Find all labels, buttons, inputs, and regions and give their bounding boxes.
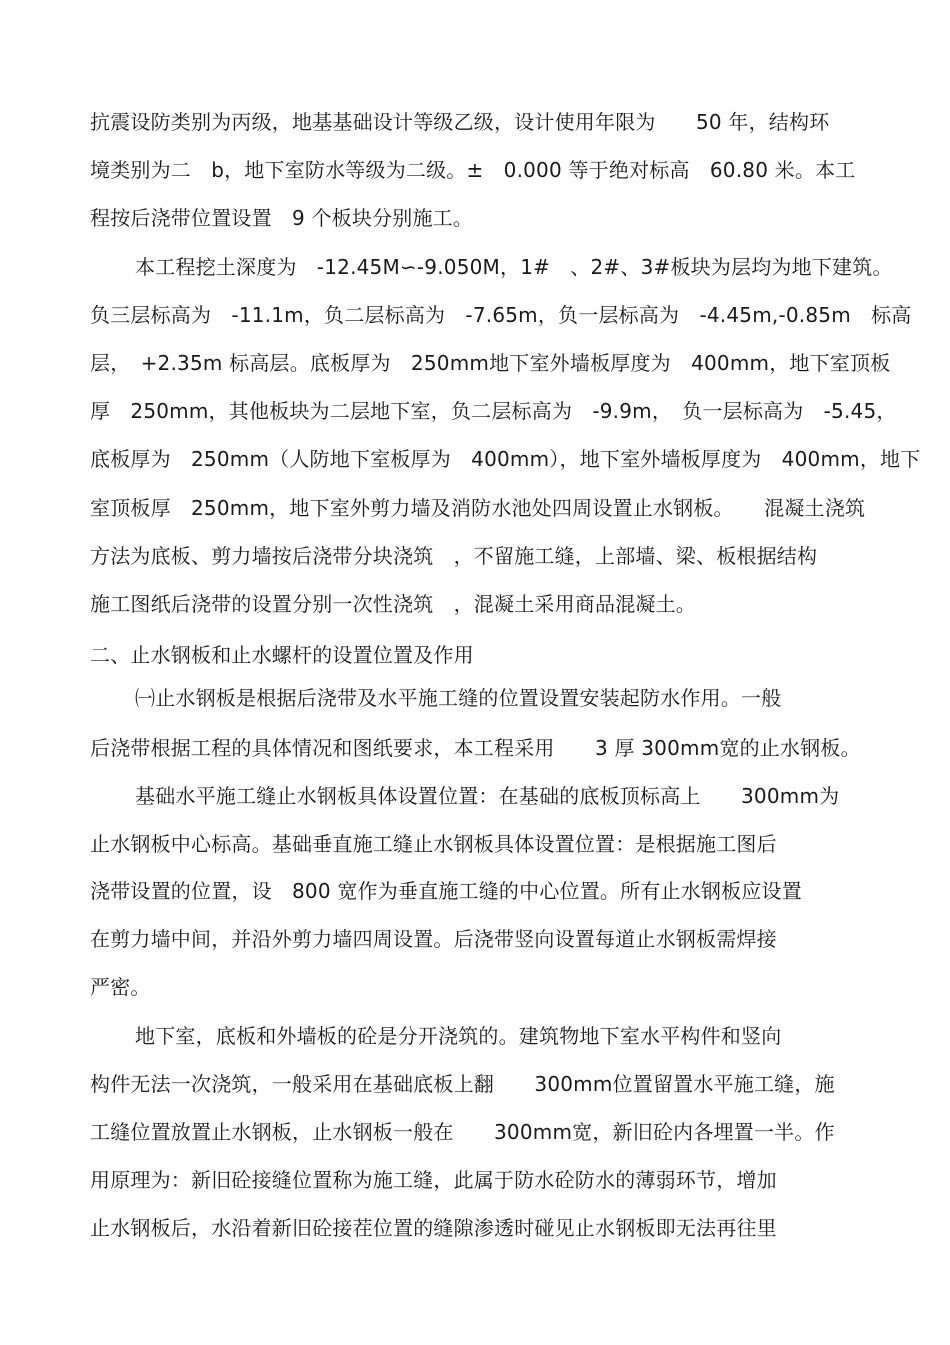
text-line-17: 浇带设置的位置，设 800 宽作为垂直施工缝的中心位置。所有止水钢板应设置 (90, 879, 802, 903)
text-line-8: 底板厚为 250mm（人防地下室板厚为 400mm），地下室外墙板厚度为 400mm，地下 (90, 447, 921, 471)
text-line-14: 后浇带根据工程的具体情况和图纸要求，本工程采用 3 厚 300mm宽的止水钢板。 (90, 736, 861, 760)
text-line-22: 工缝位置放置止水钢板，止水钢板一般在 300mm宽，新旧砼内各埋置一半。作 (90, 1120, 835, 1144)
text-line-15: 基础水平施工缝止水钢板具体设置位置：在基础的底板顶标高上 300mm为 (135, 784, 840, 808)
text-line-18: 在剪力墙中间，并沿外剪力墙四周设置。后浇带竖向设置每道止水钢板需焊接 (90, 927, 777, 951)
text-line-1: 抗震设防类别为丙级，地基基础设计等级乙级，设计使用年限为 50 年，结构环 (90, 110, 830, 134)
text-line-7: 厚 250mm，其他板块为二层地下室，负二层标高为 -9.9m， 负一层标高为 -5.45， (90, 399, 897, 423)
text-line-10: 方法为底板、剪力墙按后浇带分块浇筑 ，不留施工缝，上部墙、梁、板根据结构 (90, 544, 818, 568)
text-line-20: 地下室，底板和外墙板的砼是分开浇筑的。建筑物地下室水平构件和竖向 (135, 1024, 782, 1048)
text-line-6: 层， +2.35m 标高层。底板厚为 250mm地下室外墙板厚度为 400mm，地下室顶板 (90, 351, 891, 375)
text-line-21: 构件无法一次浇筑，一般采用在基础底板上翻 300mm位置留置水平施工缝，施 (90, 1072, 835, 1096)
text-line-9: 室顶板厚 250mm，地下室外剪力墙及消防水池处四周设置止水钢板。 混凝土浇筑 (90, 496, 866, 520)
text-line-24: 止水钢板后，水沿着新旧砼接茬位置的缝隙渗透时碰见止水钢板即无法再往里 (90, 1216, 777, 1240)
text-line-19: 严密。 (90, 975, 151, 999)
text-line-23: 用原理为：新旧砼接缝位置称为施工缝，此属于防水砼防水的薄弱环节，增加 (90, 1168, 777, 1192)
text-line-4: 本工程挖土深度为 -12.45M∽-9.050M，1# 、2#、3#板块为层均为地下建筑。 (135, 255, 893, 279)
section-heading: 二、止水钢板和止水螺杆的设置位置及作用 (90, 643, 474, 667)
text-line-5: 负三层标高为 -11.1m，负二层标高为 -7.65m，负一层标高为 -4.45m,-0.85m 标高 (90, 303, 912, 327)
text-line-3: 程按后浇带位置设置 9 个板块分别施工。 (90, 206, 474, 230)
text-line-13: ㈠止水钢板是根据后浇带及水平施工缝的位置设置安装起防水作用。一般 (135, 686, 782, 710)
text-line-11: 施工图纸后浇带的设置分别一次性浇筑 ，混凝土采用商品混凝土。 (90, 592, 696, 616)
text-line-2: 境类别为二 b，地下室防水等级为二级。± 0.000 等于绝对标高 60.80 米。本工 (90, 158, 856, 182)
text-line-16: 止水钢板中心标高。基础垂直施工缝止水钢板具体设置位置：是根据施工图后 (90, 832, 777, 856)
